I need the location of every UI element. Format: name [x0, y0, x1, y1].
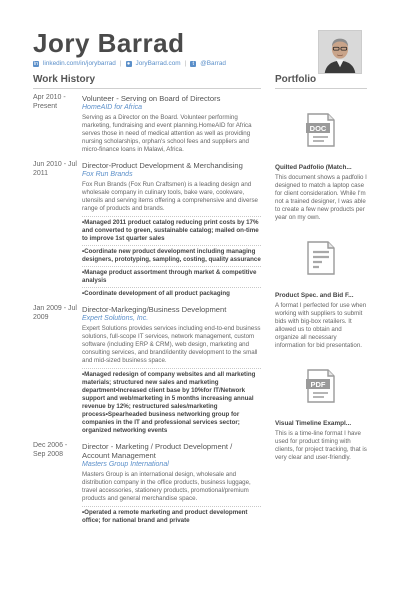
person-name: Jory Barrad — [33, 28, 185, 58]
separator: | — [184, 60, 187, 67]
job-entry — [33, 305, 261, 435]
section-divider — [275, 88, 367, 89]
job-dates: Apr 2010 - Present — [33, 94, 66, 110]
portfolio-title-link[interactable]: Quilted Padfolio (Match... — [275, 164, 352, 171]
portfolio-title-link[interactable]: Visual Timeline Exampl... — [275, 420, 352, 427]
profile-photo-image — [319, 31, 361, 73]
company-link[interactable]: Expert Solutions, Inc. — [82, 315, 149, 322]
doc-file-icon[interactable] — [306, 112, 336, 148]
achievement-item: •Coordinate new product development including managing designers, prototyping, sampling, costing, quality assurance — [82, 245, 261, 264]
job-description: Expert Solutions provides services including end-to-end business solutions, full-scope IT services, network management, custom software (including ERP & CRM), web design, marketing and consulting services, and brand/identity development to the small and mid-sized business space. — [82, 325, 261, 364]
file-type-label: PDF — [310, 380, 326, 389]
portfolio-item[interactable] — [275, 368, 367, 462]
job-description: Serving as a Director on the Board. Volunteer performing marketing, fundraising and event planning.HomeAID for Africa serves those in need of medical attention as well as providing nursing scholarships, orphan's school fees and suppliers and micro-finance loans in Malawi, Africa. — [82, 114, 252, 153]
job-achievements — [82, 506, 261, 525]
job-achievements — [82, 368, 261, 435]
resume-header — [33, 28, 353, 67]
twitter-link[interactable]: @Barrad — [200, 60, 226, 67]
achievement-item: •Coordinate development of all product packaging — [82, 287, 261, 298]
job-description: Masters Group is an international design, wholesale and distribution company in the office products, business luggage, travel accessories, stationery products, promotional/premium products and general merchandise space. — [82, 471, 251, 502]
portfolio-title-link[interactable]: Product Spec. and Bid F... — [275, 292, 354, 299]
job-entry — [33, 442, 261, 525]
contact-links — [33, 60, 353, 67]
separator: | — [119, 60, 122, 67]
file-type-label: DOC — [309, 124, 327, 133]
job-title: Director-Product Development & Merchandising — [82, 161, 243, 170]
company-link[interactable]: Masters Group International — [82, 461, 169, 468]
job-description: Fox Run Brands (Fox Run Craftsmen) is a leading design and wholesale company in culinary tools, bake ware, cookware, utensils and serving items offering a comprehensive and diverse range of products and brands. — [82, 181, 258, 212]
job-dates: Jan 2009 - Jul 2009 — [33, 305, 77, 321]
linkedin-link[interactable]: linkedin.com/in/jorybarrad — [43, 60, 116, 67]
job-title: Volunteer - Serving on Board of Directors — [82, 94, 221, 103]
job-title: Director-Markeging/Business Development — [82, 305, 227, 314]
job-dates: Jun 2010 - Jul 2011 — [33, 161, 77, 177]
portfolio-item[interactable] — [275, 240, 367, 350]
profile-photo — [318, 30, 362, 74]
job-title: Director - Marketing / Product Development / Account Management — [82, 442, 233, 460]
website-link[interactable]: JoryBarrad.com — [135, 60, 181, 67]
generic-file-icon[interactable] — [306, 240, 336, 276]
work-history-list — [33, 94, 261, 532]
portfolio-description: This is a time-line format I have used for product timing with clients, for project tracking, that is very clear and user-friendly. — [275, 430, 367, 461]
portfolio-item[interactable] — [275, 112, 367, 222]
twitter-icon: t — [190, 61, 196, 67]
achievement-item: •Managed 2011 product catalog reducing print costs by 17% and converted to green, sustainable catalog; mailed on-time to improve 1st quarter sales — [82, 216, 261, 243]
portfolio-list — [275, 94, 367, 468]
linkedin-icon: in — [33, 60, 39, 67]
portfolio-description: This document shows a padfolio I designed to match a laptop case for client consideration. While I'm not a trained designer, I was able to create a few new products per year on my own. — [275, 174, 367, 221]
achievement-item: •Managed redesign of company websites and all marketing materials; structured new sales and marketing department•Increased client base by 10%for IT/Network support and web/marketing in 5 months increasing annual revenue by 12%; restructured sales/marketing process•Spearheaded business networking group for companies in the IT and professional services sector; organized networking events — [82, 368, 261, 435]
job-achievements — [82, 216, 261, 298]
company-link[interactable]: HomeAID for Africa — [82, 104, 143, 111]
portfolio-heading: Portfolio — [275, 74, 317, 85]
job-entry — [33, 161, 261, 298]
company-link[interactable]: Fox Run Brands — [82, 171, 133, 178]
achievement-item: •Operated a remote marketing and product development office; for national brand and private — [82, 506, 261, 525]
achievement-item: •Manage product assortment through market & competitive analysis — [82, 266, 261, 285]
section-divider — [33, 88, 261, 89]
work-history-heading: Work History — [33, 74, 96, 85]
globe-icon: ● — [126, 60, 131, 67]
job-dates: Dec 2006 - Sep 2008 — [33, 442, 68, 458]
pdf-file-icon[interactable] — [306, 368, 336, 404]
job-entry — [33, 94, 261, 154]
portfolio-description: A format I perfected for use when working with suppliers to submit bids with big-box retailers. It allowed us to obtain and organize all necessary information for bid presentation. — [275, 302, 367, 349]
